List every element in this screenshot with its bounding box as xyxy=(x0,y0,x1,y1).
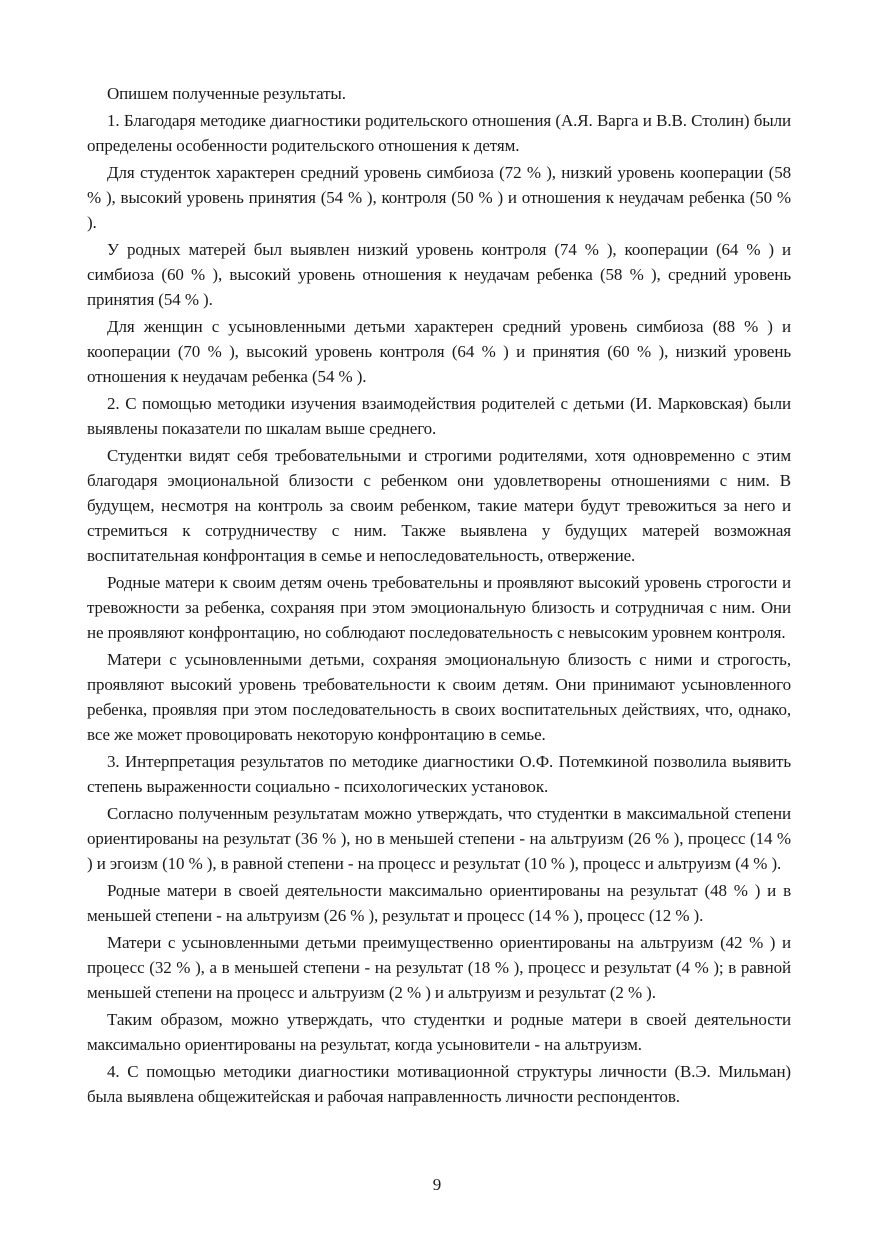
paragraph-birth-mothers-attitude: У родных матерей был выявлен низкий уровень контроля (74 % ), кооперации (64 % ) и симбиоза (60 % ), высокий уровень отношения к неудачам ребенка (58 % ), средний уровень принятия (54 % ). xyxy=(87,240,791,309)
page-number: 9 xyxy=(432,1175,442,1194)
paragraph-intro: Опишем полученные результаты. xyxy=(107,84,346,103)
paragraph-adoptive-mothers-attitude: Для женщин с усыновленными детьми характерен средний уровень симбиоза (88 % ) и кооперации (70 % ), высокий уровень контроля (64 % ) и принятия (60 % ), низкий уровень отношения к неудачам ребенка (54 % ). xyxy=(87,317,791,386)
paragraph-method-3: 3. Интерпретация результатов по методике диагностики О.Ф. Потемкиной позволила выявить степень выраженности социально - психологических установок. xyxy=(87,752,791,796)
paragraph-students-attitude: Для студенток характерен средний уровень симбиоза (72 % ), низкий уровень кооперации (58 % ), высокий уровень принятия (54 % ), контроля (50 % ) и отношения к неудачам ребенка (50 % ). xyxy=(87,163,791,232)
paragraph-method-2: 2. С помощью методики изучения взаимодействия родителей с детьми (И. Марковская) были выявлены показатели по шкалам выше среднего. xyxy=(87,394,791,438)
paragraph-students-orientation: Согласно полученным результатам можно утверждать, что студентки в максимальной степени ориентированы на результат (36 % ), но в меньшей степени - на альтруизм (26 % ), процесс (14 % ) и эгоизм (10 % ), в равной степени - на процесс и результат (10 % ), процесс и альтруизм (4 % ). xyxy=(87,804,791,873)
paragraph-method-4: 4. С помощью методики диагностики мотивационной структуры личности (В.Э. Мильман) была выявлена общежитейская и рабочая направленность личности респондентов. xyxy=(87,1062,791,1106)
paragraph-students-interaction: Студентки видят себя требовательными и строгими родителями, хотя одновременно с этим благодаря эмоциональной близости с ребенком они удовлетворены отношениями с ним. В будущем, несмотря на контроль за своим ребенком, такие матери будут тревожиться за него и стремиться к сотрудничеству с ним. Также выявлена у будущих матерей возможная воспитательная конфронтация в семье и непоследовательность, отвержение. xyxy=(87,446,791,565)
paragraph-birth-mothers-interaction: Родные матери к своим детям очень требовательны и проявляют высокий уровень строгости и тревожности за ребенка, сохраняя при этом эмоциональную близость и сотрудничая с ним. Они не проявляют конфронтацию, но соблюдают последовательность с невысоким уровнем контроля. xyxy=(87,573,791,642)
paragraph-method-1: 1. Благодаря методике диагностики родительского отношения (А.Я. Варга и В.В. Столин) были определены особенности родительского отношения к детям. xyxy=(87,111,791,155)
paragraph-adoptive-mothers-interaction: Матери с усыновленными детьми, сохраняя эмоциональную близость с ними и строгость, проявляют высокий уровень требовательности к своим детям. Они принимают усыновленного ребенка, проявляя при этом последовательность в своих воспитательных действиях, что, однако, все же может провоцировать некоторую конфронтацию в семье. xyxy=(87,650,791,744)
paragraph-conclusion: Таким образом, можно утверждать, что студентки и родные матери в своей деятельности максимально ориентированы на результат, когда усыновители - на альтруизм. xyxy=(87,1010,791,1054)
text-body xyxy=(87,81,791,1111)
paragraph-adoptive-mothers-orientation: Матери с усыновленными детьми преимущественно ориентированы на альтруизм (42 % ) и процесс (32 % ), а в меньшей степени - на результат (18 % ), процесс и результат (4 % ); в равной меньшей степени на процесс и альтруизм (2 % ) и альтруизм и результат (2 % ). xyxy=(87,933,791,1002)
paragraph-birth-mothers-orientation: Родные матери в своей деятельности максимально ориентированы на результат (48 % ) и в меньшей степени - на альтруизм (26 % ), результат и процесс (14 % ), процесс (12 % ). xyxy=(87,881,791,925)
